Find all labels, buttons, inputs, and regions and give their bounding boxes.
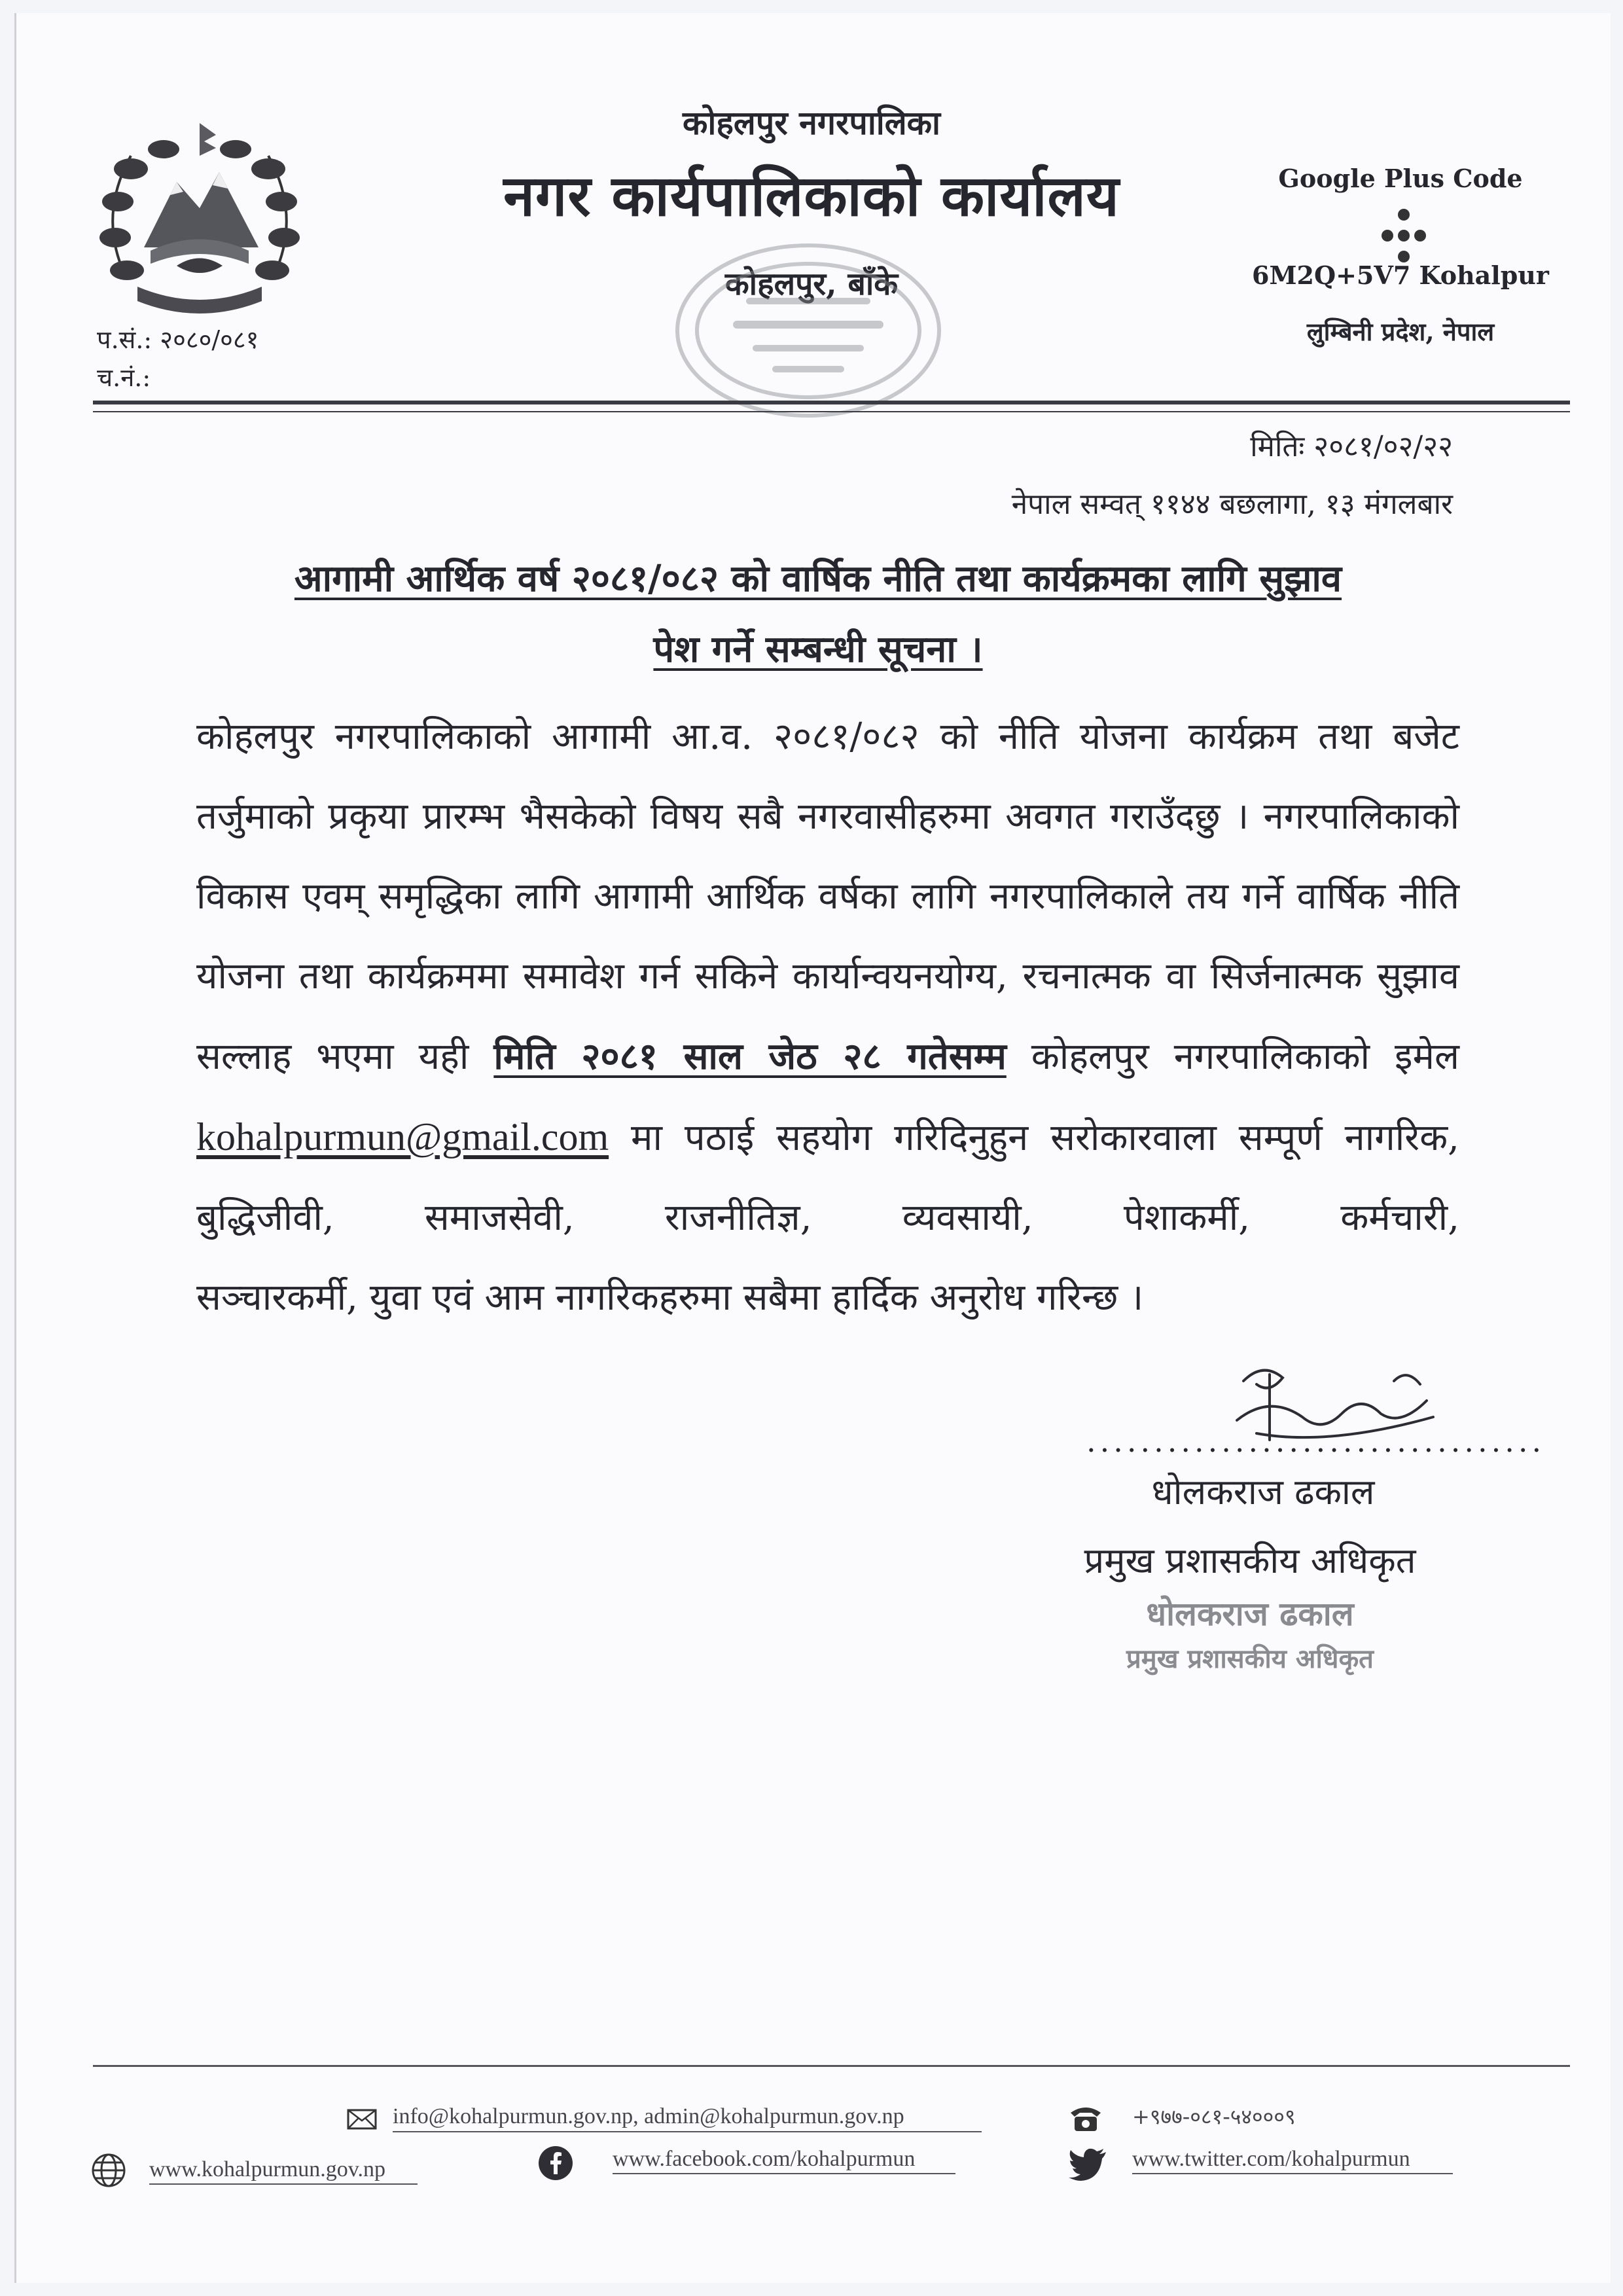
phone-icon <box>1068 2104 1103 2132</box>
office-location: कोहलपुर, बाँके <box>724 266 899 302</box>
plus-code-dots-icon <box>1374 203 1433 268</box>
subject-line-1: आगामी आर्थिक वर्ष २०८१/०८२ को वार्षिक नीति तथा कार्यक्रमका लागि सुझाव <box>294 557 1342 600</box>
footer-website-underline <box>149 2183 418 2185</box>
footer-facebook-underline <box>613 2173 955 2174</box>
footer-emails[interactable]: info@kohalpurmun.gov.np, admin@kohalpurmun.gov.np <box>393 2104 904 2128</box>
submission-email-link[interactable]: kohalpurmun@gmail.com <box>196 1115 609 1158</box>
letter-date: मितिः २०८१/०२/२२ <box>1250 430 1453 463</box>
twitter-icon <box>1068 2148 1107 2181</box>
footer-email-underline <box>393 2131 982 2132</box>
mail-icon <box>347 2109 377 2130</box>
province: लुम्बिनी प्रदेश, नेपाल <box>1306 317 1495 346</box>
facebook-icon <box>538 2145 573 2181</box>
footer-phone[interactable]: +९७७-०८१-५४०००९ <box>1132 2104 1296 2129</box>
footer-facebook[interactable]: www.facebook.com/kohalpurmun <box>613 2147 916 2171</box>
body-part-2: कोहलपुर नगरपालिकाको इमेल <box>1031 1035 1459 1078</box>
footer-twitter[interactable]: www.twitter.com/kohalpurmun <box>1132 2147 1410 2171</box>
signatory-name: धोलकराज ढकाल <box>1151 1471 1375 1513</box>
body-last-line: सञ्चारकर्मी, युवा एवं आम नागरिकहरुमा सबैमा हार्दिक अनुरोध गरिन्छ । <box>196 1276 1144 1319</box>
dispatch-number: च.नं.: <box>97 363 151 392</box>
letter-subject <box>196 543 1440 685</box>
municipality-name: कोहलपुर नगरपालिका <box>683 103 940 142</box>
body-part-1: कोहलपुर नगरपालिकाको आगामी आ.व. २०८१/०८२ को नीति योजना कार्यक्रम तथा बजेट तर्जुमाको प्रकृया प्रारम्भ भैसकेको विषय सबै नगरवासीहरुमा अवगत गराउँदछु । नगरपालिकाको विकास एवम् समृद्धिका लागि आगामी आर्थिक वर्षका लागि नगरपालिकाले तय गर्ने वार्षिक नीति योजना तथा कार्यक्रममा समावेश गर्न सकिने कार्यान्वयनयोग्य, रचनात्मक वा सिर्जनात्मक सुझाव सल्लाह भएमा यही <box>196 715 1459 1078</box>
office-title: नगर कार्यपालिकाको कार्यालय <box>503 163 1120 229</box>
signatory-title: प्रमुख प्रशासकीय अधिकृत <box>1084 1540 1416 1581</box>
footer-twitter-underline <box>1132 2173 1453 2174</box>
header-divider-thin <box>93 411 1570 412</box>
subject-line-2: पेश गर्ने सम्बन्धी सूचना । <box>653 628 983 671</box>
footer-website[interactable]: www.kohalpurmun.gov.np <box>149 2157 386 2181</box>
signature-line: .................................. <box>1086 1424 1546 1459</box>
plus-code: 6M2Q+5V7 Kohalpur <box>1252 260 1549 290</box>
office-stamp <box>661 226 955 422</box>
plus-code-title: Google Plus Code <box>1278 164 1523 193</box>
deadline-text: मिति २०८१ साल जेठ २८ गतेसम्म <box>493 1035 1007 1078</box>
reference-number: प.सं.: २०८०/०८१ <box>97 325 259 354</box>
body-part-3: मा पठाई सहयोग गरिदिनुहुन सरोकारवाला सम्पूर्ण नागरिक, बुद्धिजीवी, समाजसेवी, राजनीतिज्ञ, व्यवसायी, पेशाकर्मी, कर्मचारी, <box>196 1117 1459 1239</box>
footer-divider <box>93 2065 1570 2067</box>
seal-stamp-title: प्रमुख प्रशासकीय अधिकृत <box>1126 1643 1374 1674</box>
letter-body <box>196 697 1459 1338</box>
globe-icon <box>90 2152 127 2189</box>
header-divider <box>93 401 1570 404</box>
seal-stamp-name: धोलकराज ढकाल <box>1146 1594 1354 1633</box>
nepal-samvat-date: नेपाल सम्वत् ११४४ बछलागा, १३ मंगलबार <box>1011 488 1453 521</box>
